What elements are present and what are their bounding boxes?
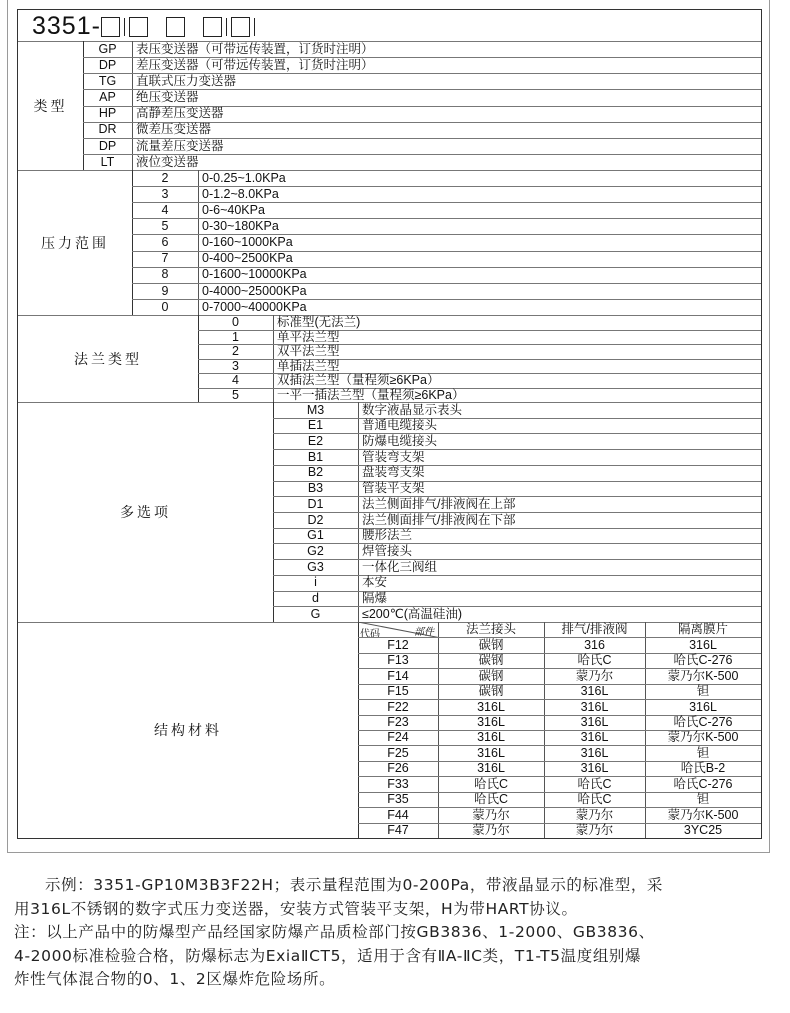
option-code: d [312,591,319,606]
option-code: TG [98,74,117,89]
material-value: 316L [477,761,505,776]
part-column-label: 部件 [414,627,434,638]
option-description: 法兰侧面排气/排液阀在上部 [362,496,516,511]
option-description: 表压变送器（可带远传装置，订货时注明） [136,41,374,56]
model-prefix: 3351- [32,11,101,40]
option-code: i [314,575,317,590]
material-column-header: 排气/排液阀 [561,622,628,637]
material-value: 316L [580,699,609,714]
option-code: 1 [232,329,239,344]
material-value: 3YC25 [683,823,723,838]
example-note-line: 用316L不锈钢的数字式压力变送器，安装方式管装平支架，H为带HART协议。 [14,899,578,918]
code-separator [226,18,227,36]
material-value: 哈氏C-276 [673,715,733,730]
material-value: 316L [580,684,609,699]
material-value: 蒙乃尔 [575,668,614,683]
option-code: E1 [307,418,324,433]
option-code: D1 [307,496,324,511]
option-description: 双平法兰型 [277,344,340,358]
option-description: 管装弯支架 [362,449,425,464]
option-description: 数字液晶显示表头 [362,402,463,417]
material-value: 哈氏C [577,776,612,791]
material-value: 316L [580,715,609,730]
material-column-header: 法兰接头 [465,622,516,637]
section-label-pressure: 压力范围 [41,234,109,251]
option-code: 2 [232,344,239,358]
material-value: 316L [580,745,609,760]
option-description: 防爆电缆接头 [362,434,438,449]
option-description: 0-0.25~1.0KPa [202,170,286,185]
option-description: 0-1.2~8.0KPa [202,186,279,201]
material-value: 316L [580,730,609,745]
option-description: 腰形法兰 [362,528,413,543]
material-value: 哈氏B-2 [680,761,726,776]
option-description: 管装平支架 [362,481,425,496]
option-code: DP [98,138,117,153]
material-code: F26 [387,761,409,776]
option-code: 2 [161,170,169,185]
option-code: 6 [161,235,169,250]
material-value: 碳钢 [478,653,504,668]
explosion-proof-note-line: 4-2000标准检验合格，防爆标志为ExiaⅡCT5，适用于含有ⅡA-ⅡC类，T1-T5温度组别爆 [14,946,642,965]
option-description: 绝压变送器 [136,90,199,105]
code-box [203,17,222,37]
option-code: 4 [161,203,169,218]
option-code: 3 [232,358,239,373]
option-code: 9 [161,283,169,298]
option-code: 4 [232,373,239,387]
option-code: G1 [307,528,324,543]
material-code: F44 [387,807,409,822]
code-box [101,17,120,37]
material-value: 钽 [696,684,710,699]
example-note-line: 示例：3351-GP10M3B3F22H；表示量程范围为0-200Pa，带液晶显示的标准型，采 [45,876,664,894]
option-code: B2 [307,465,324,480]
option-code: GP [98,41,117,56]
option-description: 液位变送器 [136,154,199,169]
option-code: 0 [232,315,239,329]
material-code: F12 [387,637,409,652]
option-code: DP [98,57,117,72]
option-description: 流量差压变送器 [136,138,224,153]
option-description: 单插法兰型 [277,358,340,373]
option-description: 标准型(无法兰) [277,315,361,329]
material-value: 哈氏C [577,653,612,668]
option-code: D2 [307,512,324,527]
code-box [231,17,250,37]
explosion-proof-note-line: 注：以上产品中的防爆型产品经国家防爆产品质检部门按GB3836、1-2000、GB3836、 [14,923,655,941]
explosion-proof-note-line: 炸性气体混合物的0、1、2区爆炸危险场所。 [14,970,336,988]
material-value: 316L [477,745,505,760]
material-value: 碳钢 [478,637,504,652]
option-code: 8 [161,267,169,282]
material-code: F22 [387,699,409,714]
section-label-options: 多选项 [120,504,171,520]
material-value: 碳钢 [478,684,504,699]
material-value: 316 [584,637,605,652]
section-label-flange: 法兰类型 [74,350,142,367]
material-value: 蒙乃尔 [472,807,510,822]
material-code: F13 [387,653,409,668]
option-description: 0-30~180KPa [202,219,279,234]
option-description: 差压变送器（可带远传装置，订货时注明） [136,57,374,72]
material-value: 316L [580,761,609,776]
option-description: ≤200℃(高温硅油) [362,606,463,621]
code-separator [124,18,125,36]
model-selection-table [17,9,762,839]
notes [14,874,784,992]
option-code: B1 [307,449,324,464]
material-value: 碳钢 [478,668,504,683]
option-description: 双插法兰型（量程须≥6KPa） [277,373,440,387]
section-label-type: 类型 [33,97,68,114]
material-value: 哈氏C [577,792,612,807]
option-code: M3 [306,402,325,417]
material-code: F14 [387,668,409,683]
option-code: G3 [307,559,324,574]
option-code: DR [98,122,117,137]
code-column-label: 代码 [360,629,380,641]
material-code: F25 [387,745,409,760]
option-description: 普通电缆接头 [362,418,438,433]
material-value: 哈氏C-276 [673,653,733,668]
material-value: 316L [689,637,717,652]
option-code: 7 [161,251,169,266]
option-code: B3 [307,481,324,496]
material-value: 钽 [696,745,710,760]
option-description: 0-6~40KPa [202,203,265,218]
material-code: F47 [387,823,409,838]
material-value: 蒙乃尔 [472,823,510,838]
option-code: G [310,606,321,621]
material-value: 蒙乃尔 [575,807,614,822]
option-description: 0-4000~25000KPa [202,283,307,298]
option-description: 焊管接头 [362,544,413,559]
material-column-header: 隔离膜片 [677,622,728,637]
option-code: AP [99,90,116,105]
material-value: 哈氏C-276 [673,776,733,791]
code-box [166,17,185,37]
option-description: 单平法兰型 [277,329,340,344]
option-description: 本安 [362,575,388,590]
option-description: 盘装弯支架 [362,465,425,480]
model-code-placeholder-boxes [101,14,259,39]
option-description: 法兰侧面排气/排液阀在下部 [362,512,516,527]
option-code: E2 [307,434,324,449]
material-value: 316L [477,699,505,714]
option-code: HP [98,106,117,121]
material-value: 蒙乃尔K-500 [667,807,739,822]
material-value: 316L [689,699,717,714]
option-code: G2 [307,544,324,559]
material-code: F23 [387,715,409,730]
material-value: 蒙乃尔 [575,823,614,838]
code-separator [254,18,255,36]
option-code: 5 [232,387,239,402]
option-code: 5 [161,219,169,234]
material-value: 316L [477,730,505,745]
material-value: 哈氏C [473,776,509,791]
option-description: 微差压变送器 [136,122,212,137]
option-code: 0 [161,299,169,314]
code-box [129,17,148,37]
material-code: F24 [387,730,409,745]
material-value: 钽 [696,792,710,807]
model-code-header [18,10,758,42]
option-description: 0-160~1000KPa [202,235,293,250]
material-code: F15 [387,684,409,699]
option-description: 0-1600~10000KPa [202,267,307,282]
material-value: 316L [477,715,505,730]
option-description: 0-400~2500KPa [202,251,293,266]
material-code: F35 [387,792,409,807]
option-description: 0-7000~40000KPa [202,299,307,314]
section-label-material: 结构材料 [154,722,222,738]
option-code: 3 [161,186,169,201]
option-description: 一平一插法兰型（量程须≥6KPa） [277,387,465,402]
material-value: 蒙乃尔K-500 [667,668,739,683]
option-description: 高静差压变送器 [136,106,224,121]
option-description: 隔爆 [362,591,388,606]
material-value: 蒙乃尔K-500 [667,730,739,745]
option-description: 一体化三阀组 [362,559,438,574]
material-code: F33 [387,776,409,791]
option-description: 直联式压力变送器 [136,74,237,89]
option-code: LT [100,154,115,169]
material-value: 哈氏C [473,792,509,807]
